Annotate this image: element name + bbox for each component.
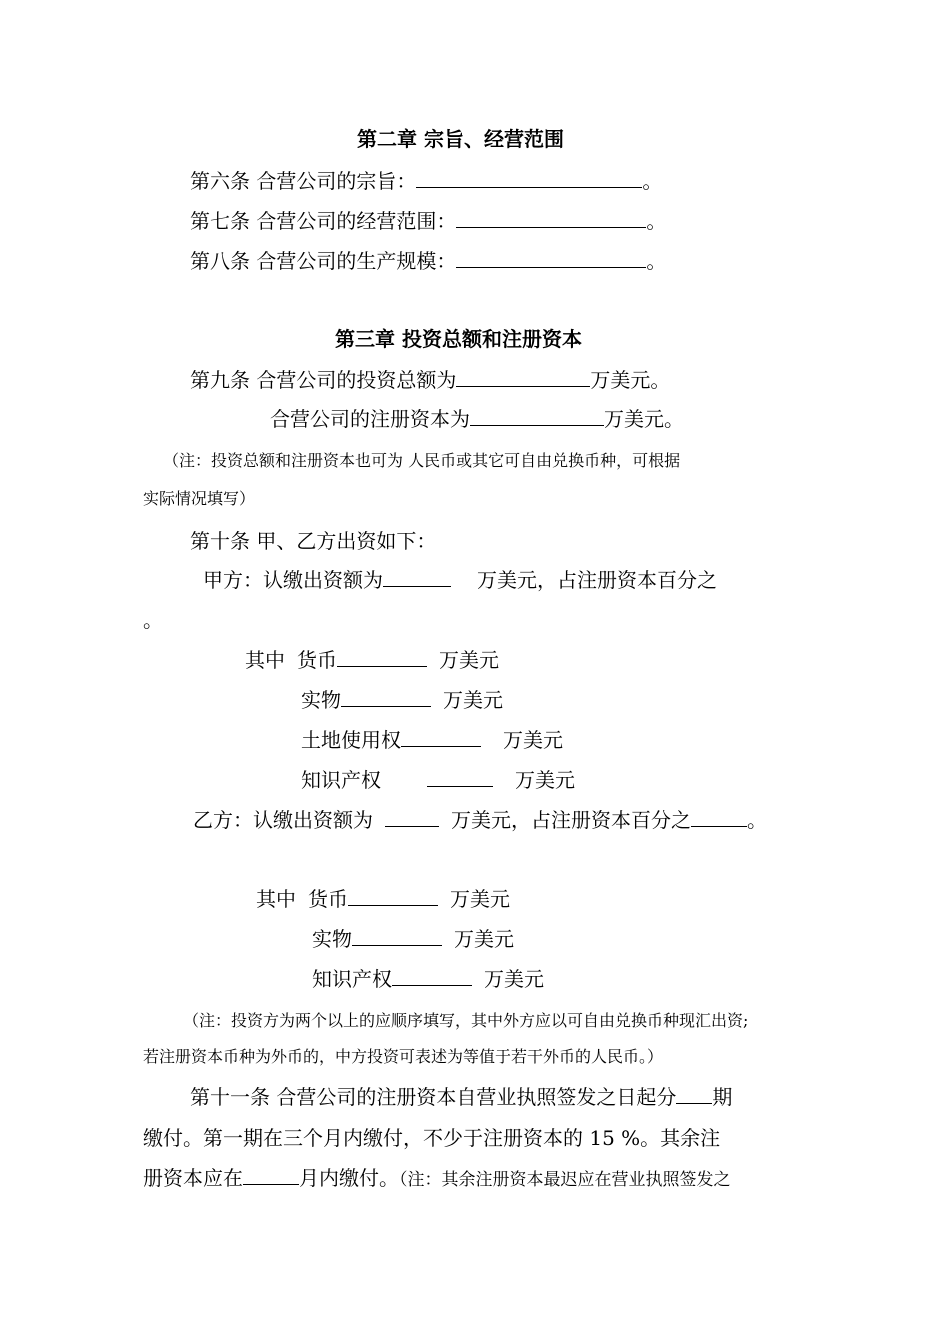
investment-total-blank[interactable] bbox=[456, 368, 590, 387]
chapter-3-title: 第三章 投资总额和注册资本 bbox=[335, 327, 582, 351]
among-label: 其中 bbox=[245, 648, 285, 672]
article-7-label: 第七条 合营公司的经营范围： bbox=[190, 209, 457, 233]
unit-wan: 万美元 bbox=[454, 927, 514, 951]
article-9 bbox=[190, 367, 670, 393]
article-11-text: 期 bbox=[712, 1085, 733, 1109]
party-b-label: 乙方：认缴出资额为 bbox=[193, 808, 373, 832]
party-b-in-kind-blank[interactable] bbox=[352, 927, 442, 946]
party-b-ip bbox=[312, 966, 544, 992]
party-b-currency-blank[interactable] bbox=[348, 887, 438, 906]
article-6-blank[interactable] bbox=[416, 169, 642, 188]
chapter-2-title: 第二章 宗旨、经营范围 bbox=[357, 127, 564, 151]
currency-label: 货币 bbox=[297, 648, 337, 672]
unit-wan: 万美元 bbox=[439, 648, 499, 672]
article-8 bbox=[190, 248, 666, 274]
period: 。 bbox=[642, 169, 663, 193]
party-a-ip-blank[interactable] bbox=[427, 768, 493, 787]
party-b-percent-blank[interactable] bbox=[691, 808, 747, 827]
article-11-line-3 bbox=[143, 1165, 731, 1191]
note-2-line-1: （注：投资方为两个以上的应顺序填写，其中外方应以可自由兑换币种现汇出资; bbox=[183, 1011, 749, 1030]
remaining-months-blank[interactable] bbox=[243, 1166, 299, 1185]
among-label: 其中 bbox=[256, 887, 296, 911]
unit-wan: 万美元 bbox=[443, 688, 503, 712]
party-a-label: 甲方：认缴出资额为 bbox=[203, 568, 383, 592]
unit-wan: 万美元 bbox=[515, 768, 575, 792]
party-b-ip-blank[interactable] bbox=[392, 967, 472, 986]
installments-blank[interactable] bbox=[676, 1085, 712, 1104]
party-a-rest: 万美元，占注册资本百分之 bbox=[477, 568, 717, 592]
article-9-label: 第九条 合营公司的投资总额为 bbox=[190, 368, 457, 392]
party-a-amount-blank[interactable] bbox=[383, 568, 451, 587]
party-b-in-kind bbox=[312, 926, 514, 952]
party-b-rest: 万美元，占注册资本百分之 bbox=[451, 808, 691, 832]
article-7-blank[interactable] bbox=[456, 209, 646, 228]
registered-capital-blank[interactable] bbox=[470, 407, 604, 426]
unit-text: 万美元。 bbox=[604, 407, 684, 431]
unit-text: 万美元。 bbox=[590, 368, 671, 392]
party-a-ip bbox=[301, 767, 575, 793]
ip-label: 知识产权 bbox=[312, 967, 392, 991]
article-11-text: 第十一条 合营公司的注册资本自营业执照签发之日起分 bbox=[190, 1085, 677, 1109]
party-b-amount-blank[interactable] bbox=[385, 808, 439, 827]
article-11-line-1 bbox=[190, 1084, 732, 1110]
party-a-end: 。 bbox=[143, 608, 163, 632]
party-a-land-blank[interactable] bbox=[401, 728, 481, 747]
party-a-land bbox=[301, 727, 563, 753]
period: 。 bbox=[646, 249, 667, 273]
party-a-currency-blank[interactable] bbox=[337, 648, 427, 667]
unit-wan: 万美元 bbox=[503, 728, 563, 752]
land-label: 土地使用权 bbox=[301, 728, 401, 752]
currency-label: 货币 bbox=[308, 887, 348, 911]
article-7 bbox=[190, 208, 666, 234]
note-2-line-2: 若注册资本币种为外币的，中方投资可表述为等值于若干外币的人民币。） bbox=[143, 1047, 664, 1066]
article-8-label: 第八条 合营公司的生产规模： bbox=[190, 249, 457, 273]
article-11-text: 月内缴付。 bbox=[299, 1166, 399, 1190]
period: 。 bbox=[646, 209, 667, 233]
party-b bbox=[193, 807, 767, 833]
article-10: 第十条 甲、乙方出资如下： bbox=[190, 529, 437, 553]
article-11-line-2: 缴付。第一期在三个月内缴付，不少于注册资本的 15 %。其余注 bbox=[143, 1126, 721, 1150]
in-kind-label: 实物 bbox=[312, 927, 352, 951]
unit-wan: 万美元 bbox=[484, 967, 544, 991]
article-11-note: （注：其余注册资本最迟应在营业执照签发之 bbox=[399, 1170, 731, 1190]
article-11-text: 册资本应在 bbox=[143, 1166, 243, 1190]
note-1-line-2: 实际情况填写） bbox=[143, 489, 256, 508]
party-a-in-kind-blank[interactable] bbox=[341, 688, 431, 707]
article-6 bbox=[190, 168, 662, 194]
party-a-in-kind bbox=[301, 687, 503, 713]
article-9-registered bbox=[270, 406, 684, 432]
period: 。 bbox=[747, 808, 767, 832]
registered-capital-label: 合营公司的注册资本为 bbox=[270, 407, 470, 431]
article-6-label: 第六条 合营公司的宗旨： bbox=[190, 169, 417, 193]
party-a-currency bbox=[245, 647, 499, 673]
party-b-currency bbox=[256, 886, 510, 912]
note-1-line-1: （注：投资总额和注册资本也可为 人民币或其它可自由兑换币种，可根据 bbox=[163, 451, 681, 470]
unit-wan: 万美元 bbox=[450, 887, 510, 911]
ip-label: 知识产权 bbox=[301, 768, 381, 792]
article-8-blank[interactable] bbox=[456, 249, 646, 268]
in-kind-label: 实物 bbox=[301, 688, 341, 712]
party-a bbox=[203, 567, 717, 593]
